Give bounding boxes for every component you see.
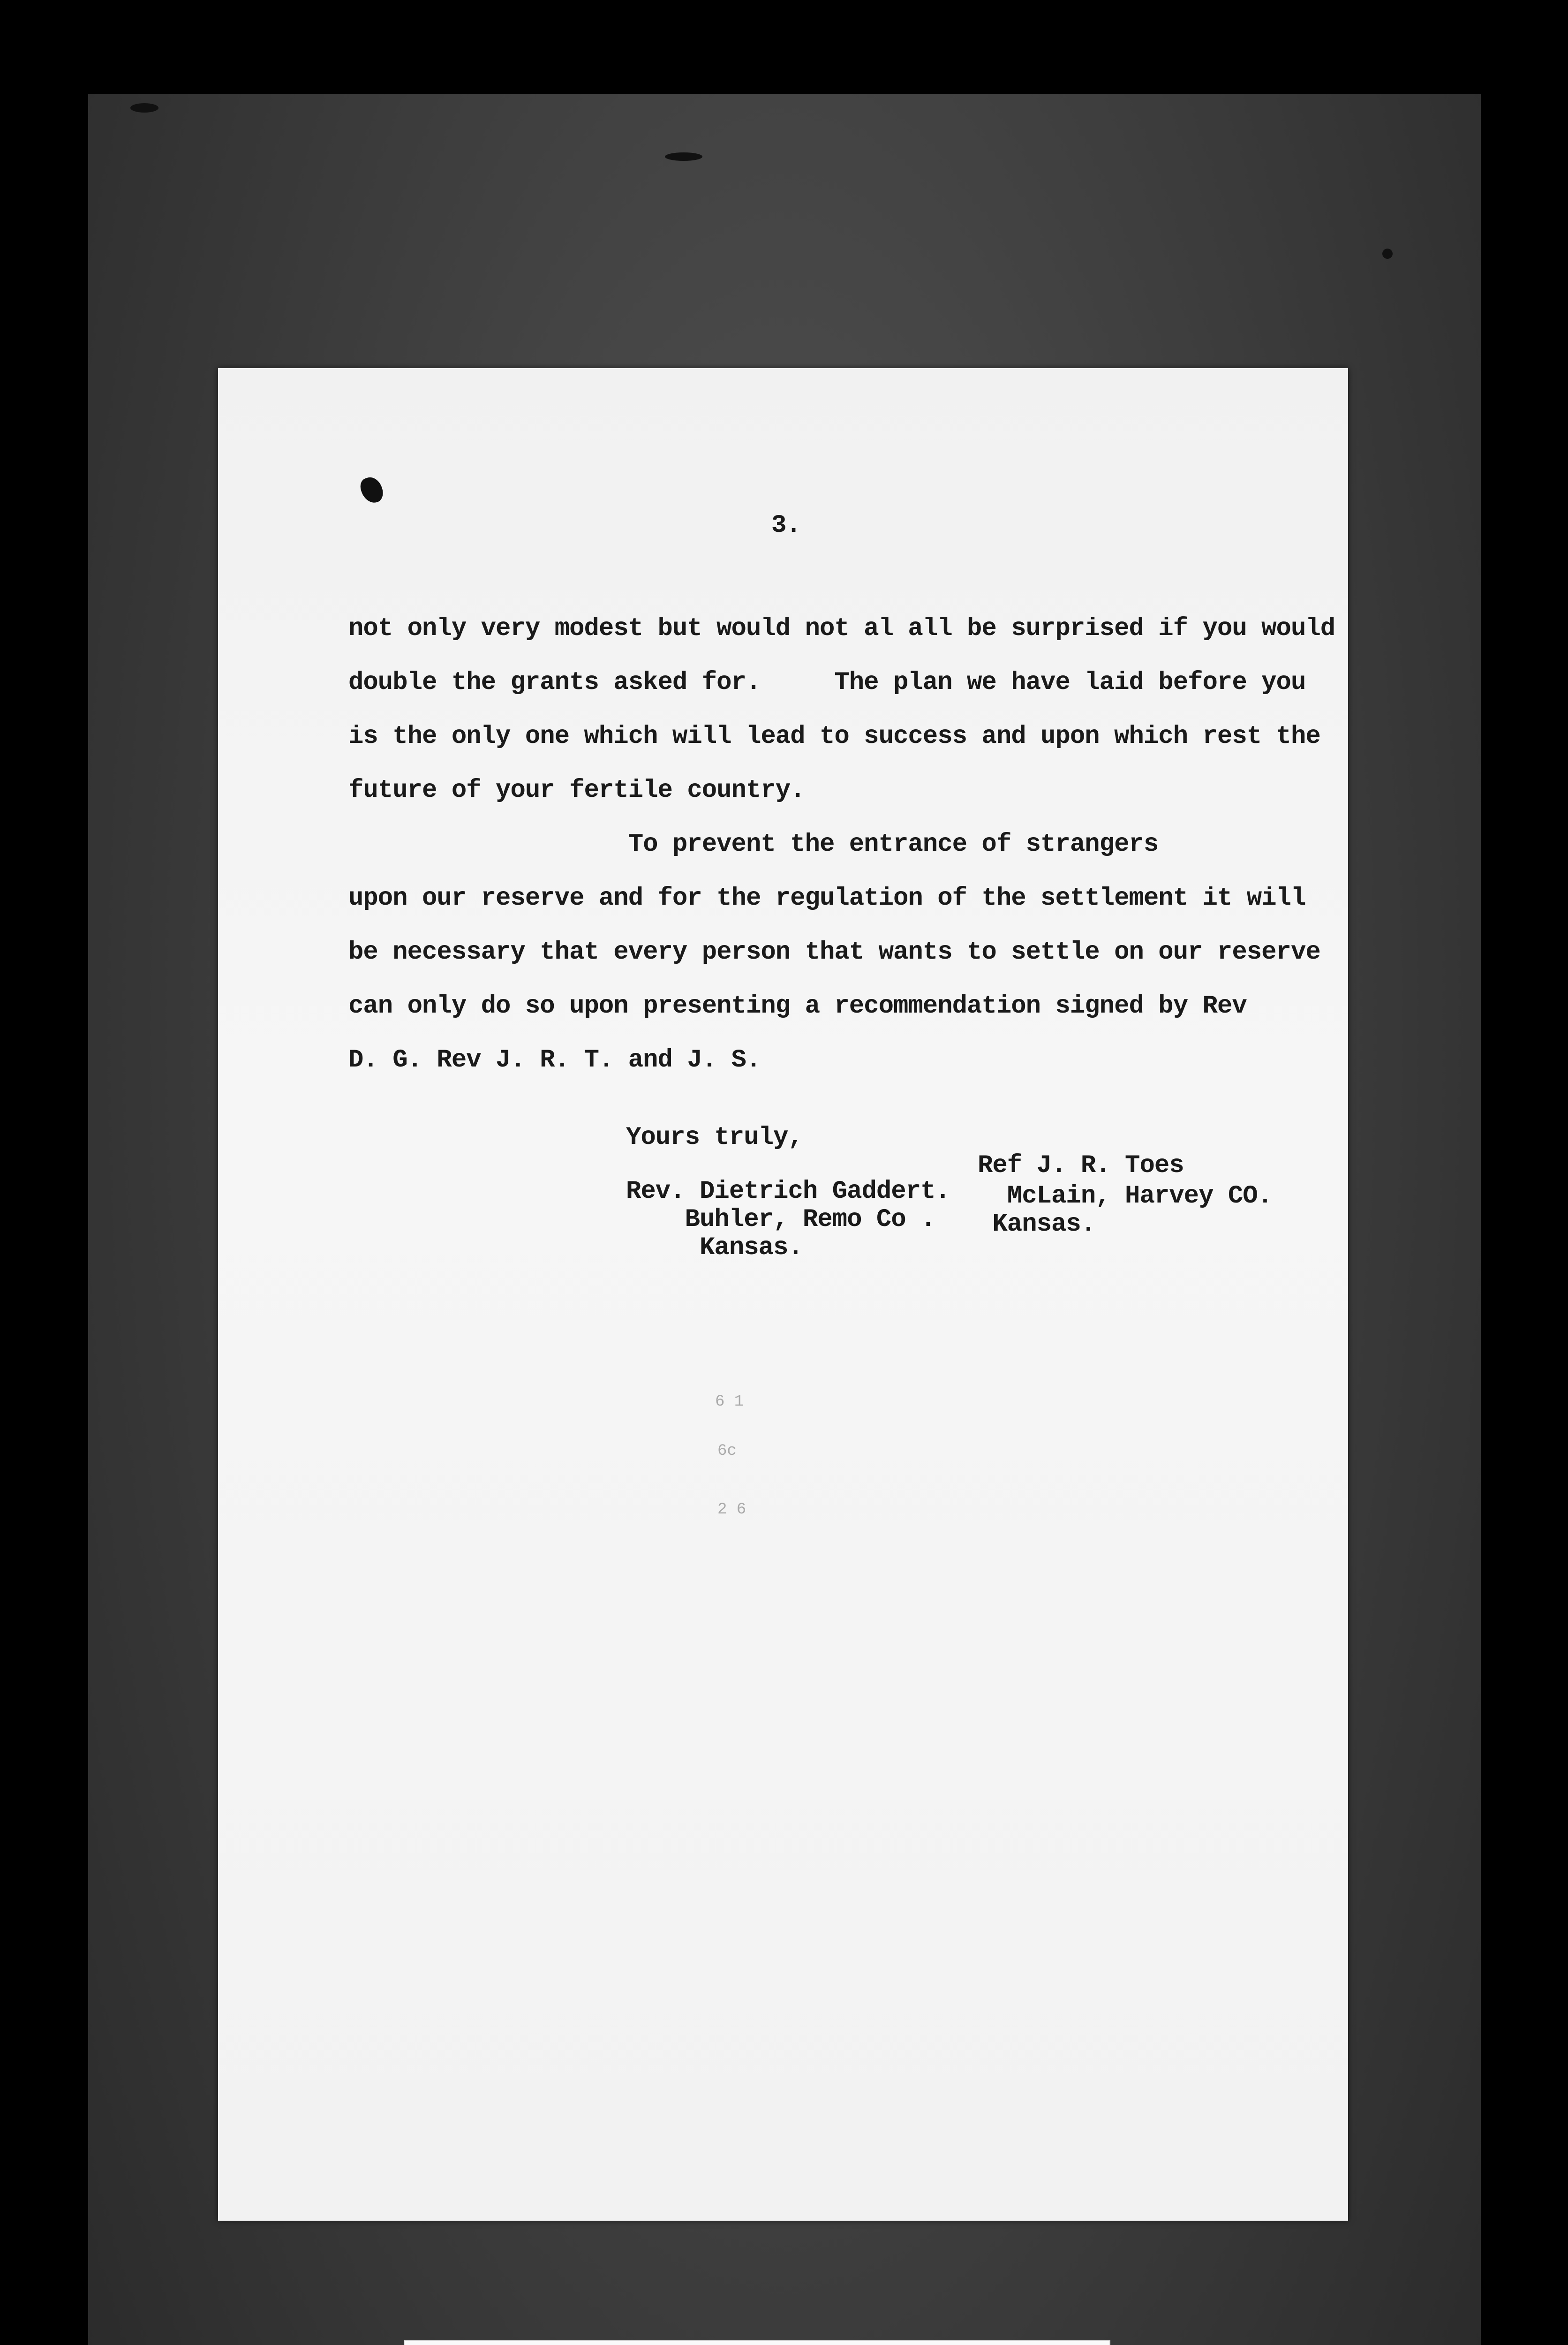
faint-mark: 6c bbox=[717, 1442, 737, 1460]
letter-line: To prevent the entrance of strangers bbox=[348, 830, 1159, 859]
faint-mark: 6 1 bbox=[715, 1393, 744, 1411]
signature-right-address: McLain, Harvey CO. bbox=[978, 1182, 1273, 1210]
letter-line: is the only one which will lead to success and upon which rest the bbox=[348, 722, 1320, 751]
closing: Yours truly, bbox=[626, 1123, 803, 1152]
dust-speck bbox=[1382, 249, 1393, 259]
letter-line: can only do so upon presenting a recommendation signed by Rev bbox=[348, 992, 1247, 1021]
letter-line: not only very modest but would not al all be surprised if you would bbox=[348, 614, 1335, 643]
signature-left-name: Rev. Dietrich Gaddert. bbox=[626, 1177, 950, 1206]
ink-blot bbox=[358, 475, 385, 506]
reference-label bbox=[404, 2340, 1110, 2345]
typed-letter-page bbox=[218, 368, 1348, 2221]
letter-line: upon our reserve and for the regulation of the settlement it will bbox=[348, 884, 1306, 913]
letter-line: be necessary that every person that wants to settle on our reserve bbox=[348, 938, 1320, 967]
signature-right-name: Ref J. R. Toes bbox=[978, 1151, 1184, 1180]
dust-speck bbox=[130, 103, 158, 113]
signature-left-address: Buhler, Remo Co . bbox=[626, 1205, 935, 1234]
page-number: 3. bbox=[771, 511, 801, 540]
faint-mark: 2 6 bbox=[717, 1501, 746, 1519]
letter-line: future of your fertile country. bbox=[348, 776, 805, 805]
signature-right-state: Kansas. bbox=[978, 1210, 1096, 1239]
letter-line: double the grants asked for. The plan we have laid before you bbox=[348, 668, 1306, 697]
letter-line: D. G. Rev J. R. T. and J. S. bbox=[348, 1046, 761, 1074]
dust-speck bbox=[665, 152, 702, 161]
signature-left-state: Kansas. bbox=[626, 1233, 803, 1262]
